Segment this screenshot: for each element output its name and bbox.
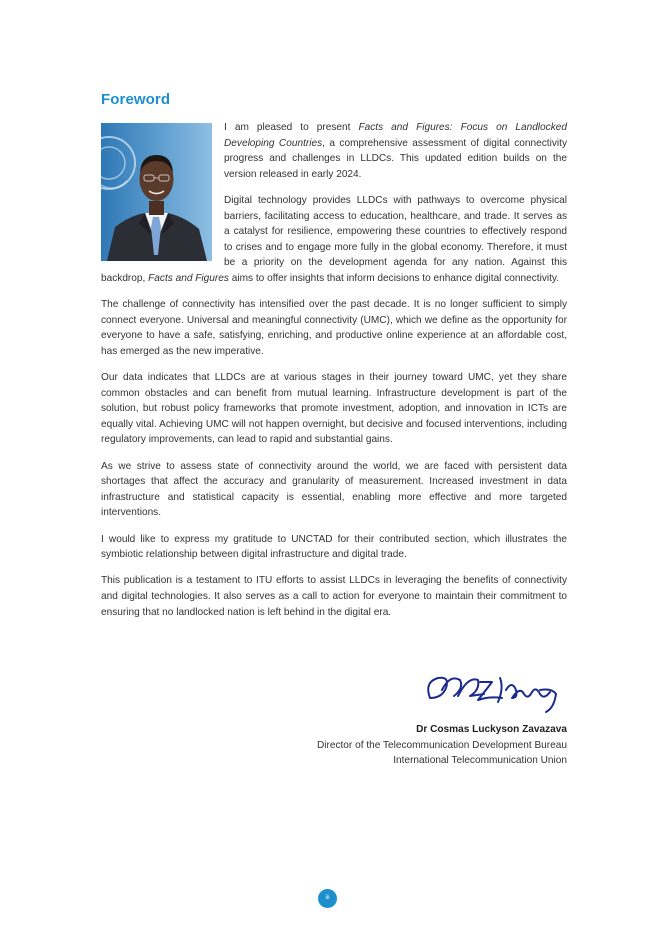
paragraph-data-indicates: Our data indicates that LLDCs are at various stages in their journey toward UMC, yet they share common obstacles and can benefit from mutual learning. Infrastructure development is part of the solution, but robust policy frameworks that promote investment, adoption, and innovation in ICTs are equally vital. Achieving UMC will not happen overnight, but decisive and focused interventions, including regulatory improvements, can lead to rapid and substantial gains. [101,372,567,446]
signatory-title: Director of the Telecommunication Development Bureau [316,739,567,751]
signatory-name: Dr Cosmas Luckyson Zavazava [416,724,567,735]
paragraph-gratitude: I would like to express my gratitude to UNCTAD for their contributed section, which illustrates the symbiotic relationship between digital infrastructure and digital trade. [101,533,567,561]
page-number-badge: iii [318,889,337,908]
paragraph-call-to-action: This publication is a testament to ITU efforts to assist LLDCs in leveraging the benefits of connectivity and digital technologies. It also serves as a call to action for everyone to maintain their commitment to ensuring that no landlocked nation is left behind in the digital era. [101,575,567,618]
paragraph-digital-technology: Digital technology provides LLDCs with pathways to overcome physical barriers, facilitating access to education, healthcare, and trade. It serves as a catalyst for resilience, empowering these countries to effectively respond to crises and to engage more fully in the global economy. Therefore, it must be a priority on the development agenda for any nation. Against this backdrop, Facts and Figures aims to offer insights that inform decisions to enhance digital connectivity. [101,194,567,284]
paragraph-connectivity-challenge: The challenge of connectivity has intensified over the past decade. It is no longer sufficient to simply connect everyone. Universal and meaningful connectivity (UMC), which we define as the opportunity for everyone to have a safe, satisfying, enriching, and productive online experience at an affordable cost, has emerged as the new imperative. [101,299,567,357]
portrait-illustration [101,123,212,261]
handwritten-signature [420,668,564,714]
signature-block [317,722,567,769]
foreword-body [101,120,567,631]
paragraph-data-shortages: As we strive to assess state of connectivity around the world, we are faced with persistent data shortages that affect the accuracy and granularity of measurement. Increased investment in data infrastructure and statistical capacity is essential, enabling more effective and more targeted interventions. [101,460,567,519]
portrait-photo [101,123,212,261]
paragraph-intro: I am pleased to present Facts and Figures: Focus on Landlocked Developing Countries, a comprehensive assessment of digital connectivity progress and challenges in LLDCs. This updated edition builds on the version released in early 2024. [224,122,567,180]
page-title: Foreword [101,91,171,108]
signatory-organization: International Telecommunication Union [393,755,567,767]
